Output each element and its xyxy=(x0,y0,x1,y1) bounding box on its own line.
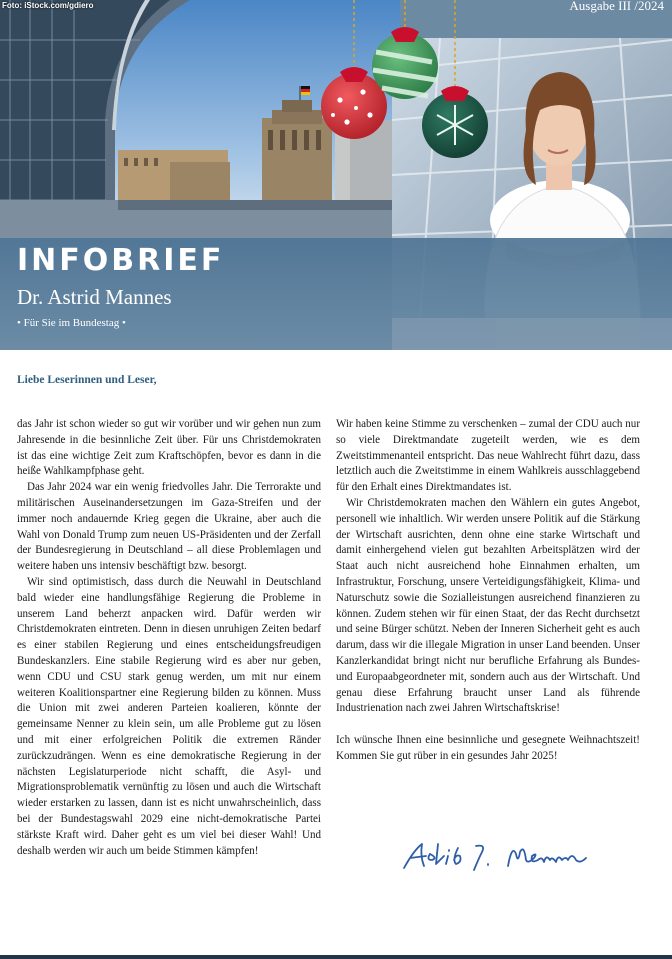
letter-column-left xyxy=(17,417,321,859)
paragraph: das Jahr ist schon wieder so gut wir vorüber und wir gehen nun zum Jahresende in die besinnliche Zeit über. Für uns Christdemokraten ist das eine wichtige Zeit zum Kraftschöpfen, bevor es dann in die heiße Wahlkampfphase geht. xyxy=(17,418,321,478)
letter-column-right xyxy=(336,417,640,765)
handwritten-signature xyxy=(400,830,620,885)
issue-number: Ausgabe III /2024 xyxy=(569,0,664,13)
paragraph: Wir haben keine Stimme zu verschenken – zumal der CDU auch nur so viele Direktmandate zugeteilt werden, wie es dem Zweitstimmenanteil entspricht. Das neue Wahlrecht führt dazu, dass letztlich auch die Zweitstimme in einem Wahlkreis ausschlaggebend für den Erhalt eines Direktmandates ist. xyxy=(336,418,640,494)
signature-icon xyxy=(400,830,620,880)
newsletter-title: INFOBRIEF xyxy=(17,243,225,278)
paragraph: Wir sind optimistisch, dass durch die Neuwahl in Deutschland bald wieder eine handlungsfähige Regierung die Probleme in unserem Land beherzt anpacken wird. Dafür werden wir Christdemokraten eintreten. Denn in diesen unruhigen Zeiten bedarf es einer stabilen Regierung und eines entscheidungsfreudigen Bundeskanzlers. Eine stabile Regierung wird es aber nur geben, wenn CDU und CSU stark genug werden, um mit nur einem weiteren Koalitionspartner eine Regierung bilden zu können. Muss die Union mit zwei anderen Parteien koalieren, könnte der gemeinsame Nenner zu klein sein, um alle Probleme gut zu lösen und mit einer erfolgreichen Politik die extremen Ränder zurückzudrängen. Wenn es eine demokratische Regierung in der nächsten Legislaturperiode nicht schafft, die Asyl- und Migrationsproblematik vernünftig zu lösen und auch die Wirtschaft wieder erstarken zu lassen, dann ist es nicht unwahrscheinlich, dass bei der Bundestagswahl 2029 eine nicht-demokratische Partei stärkste Kraft wird. Daher geht es um viel bei dieser Wahl! Und deshalb werden wir auch um beide Stimmen kämpfen! xyxy=(17,575,321,857)
photo-credit: Foto: iStock.com/gdiero xyxy=(2,1,94,10)
bottom-rule xyxy=(0,955,672,959)
paragraph: Das Jahr 2024 war ein wenig friedvolles Jahr. Die Terrorakte und militärischen Auseinandersetzungen im Gaza-Streifen und der immer noch andauernde Krieg gegen die Ukraine, aber auch die Wahl von Donald Trump zum neuen US-Präsidenten und der Zerfall der Bundesregierung in Deutschland – all diese Problemlagen und weitere haben uns intensiv beschäftigt bzw. besorgt. xyxy=(17,481,321,573)
tagline: • Für Sie im Bundestag • xyxy=(17,317,126,329)
paragraph: Ich wünsche Ihnen eine besinnliche und gesegnete Weihnachtszeit! Kommen Sie gut rüber in ein gesundes Jahr 2025! xyxy=(336,733,640,762)
header-banner xyxy=(0,0,672,350)
letter-greeting: Liebe Leserinnen und Leser, xyxy=(17,374,157,386)
author-name: Dr. Astrid Mannes xyxy=(17,285,172,309)
paragraph: Wir Christdemokraten machen den Wählern ein gutes Angebot, personell wie inhaltlich. Wir werden unsere Politik auf die Stärkung der Wirtschaft ausrichten, denn ohne eine starke Wirtschaft und damit einhergehend vielen gut bezahlten Arbeitsplätzen wird der Staat auch nicht ausreichend hohe Einnahmen erhalten, um Infrastruktur, Forschung, unsere Verteidigungsfähigkeit, Klima- und Naturschutz sowie die Sozialleistungen ausreichend finanzieren zu können. Zudem stehen wir für einen Staat, der das Recht durchsetzt und seine Bürger schützt. Neben der Inneren Sicherheit geht es auch darum, dass wir die illegale Migration in unser Land beenden. Unser Kanzlerkandidat bringt nicht nur berufliche Erfahrung als Bundes- und Europaabgeordneter mit, sondern auch aus der Wirtschaft. Und genau diese Erfahrung braucht unser Land als führende Industrienation nach zwei Jahren Wirtschaftskrise! xyxy=(336,496,640,715)
